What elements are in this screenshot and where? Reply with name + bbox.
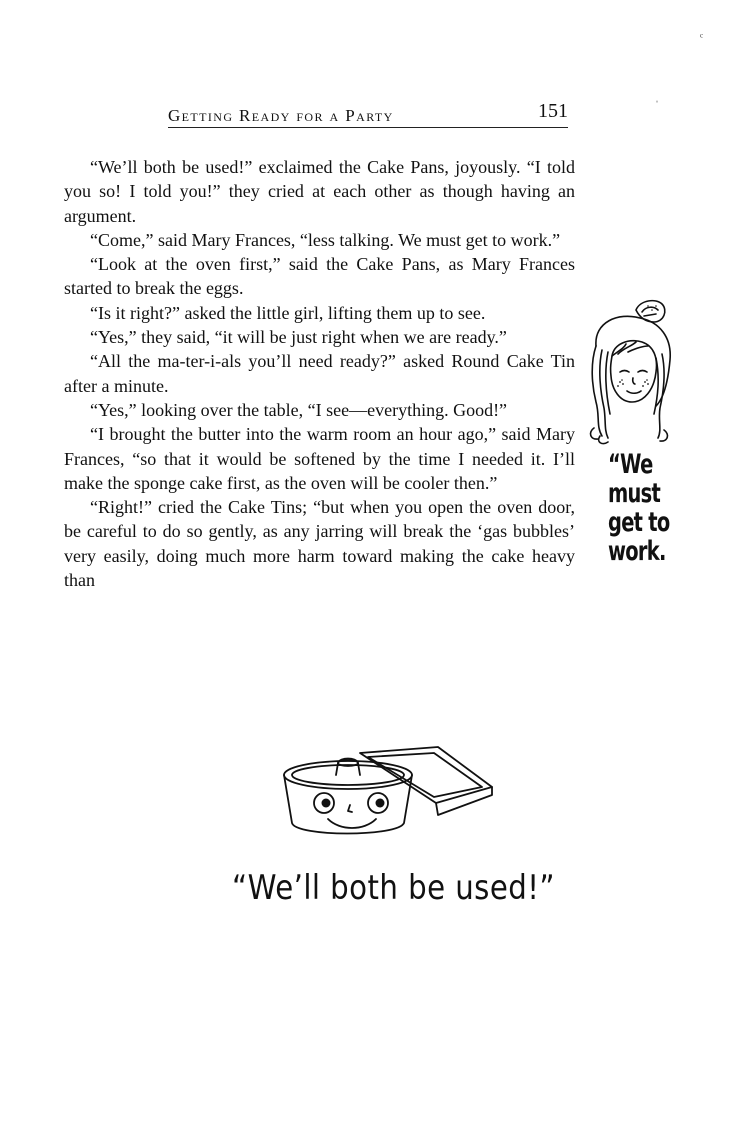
paragraph: “We’ll both be used!” exclaimed the Cake Pans, joyously. “I told you so! I told you!” they cried at each other as though having an argument. (64, 157, 575, 226)
paragraph: “Come,” said Mary Frances, “less talking. We must get to work.” (90, 229, 561, 250)
print-speck: ᶜ (700, 30, 704, 44)
running-title: Getting Ready for a Party (168, 106, 394, 125)
page-number: 151 (538, 100, 568, 122)
girl-caption-line: must (608, 478, 661, 509)
header-rule (168, 127, 568, 128)
pans-caption: “We’ll both be used!” (232, 868, 555, 908)
paragraph: “Yes,” they said, “it will be just right when we are ready.” (90, 327, 507, 348)
girl-caption-line: work. (608, 536, 666, 567)
paragraph: “All the ma-ter-i-als you’ll need ready?” asked Round Cake Tin after a minute. (64, 351, 575, 396)
paragraph: “Look at the oven first,” said the Cake Pans, as Mary Frances started to break the eggs. (64, 254, 575, 299)
body-text (64, 155, 575, 592)
page-header (168, 100, 578, 130)
print-speck: ˈ (655, 98, 659, 112)
girl-caption-line: “We (608, 449, 653, 480)
paragraph: “Right!” cried the Cake Tins; “but when you open the oven door, be careful to do so gently, as any jarring will break the ‘gas bubbles’ very easily, doing much more harm toward making the cake heavy than (64, 497, 575, 591)
paragraph: “Yes,” looking over the table, “I see—everything. Good!” (90, 399, 508, 420)
cake-pans-illustration (278, 745, 496, 845)
girl-caption-line: get to (608, 507, 670, 538)
girl-caption (608, 450, 687, 566)
girl-face-illustration (582, 298, 682, 446)
paragraph: “Is it right?” asked the little girl, lifting them up to see. (90, 302, 486, 323)
paragraph: “I brought the butter into the warm room an hour ago,” said Mary Frances, “so that it would be softened by the time I needed it. I’ll make the sponge cake first, as the oven will be cooler then.” (64, 424, 575, 493)
